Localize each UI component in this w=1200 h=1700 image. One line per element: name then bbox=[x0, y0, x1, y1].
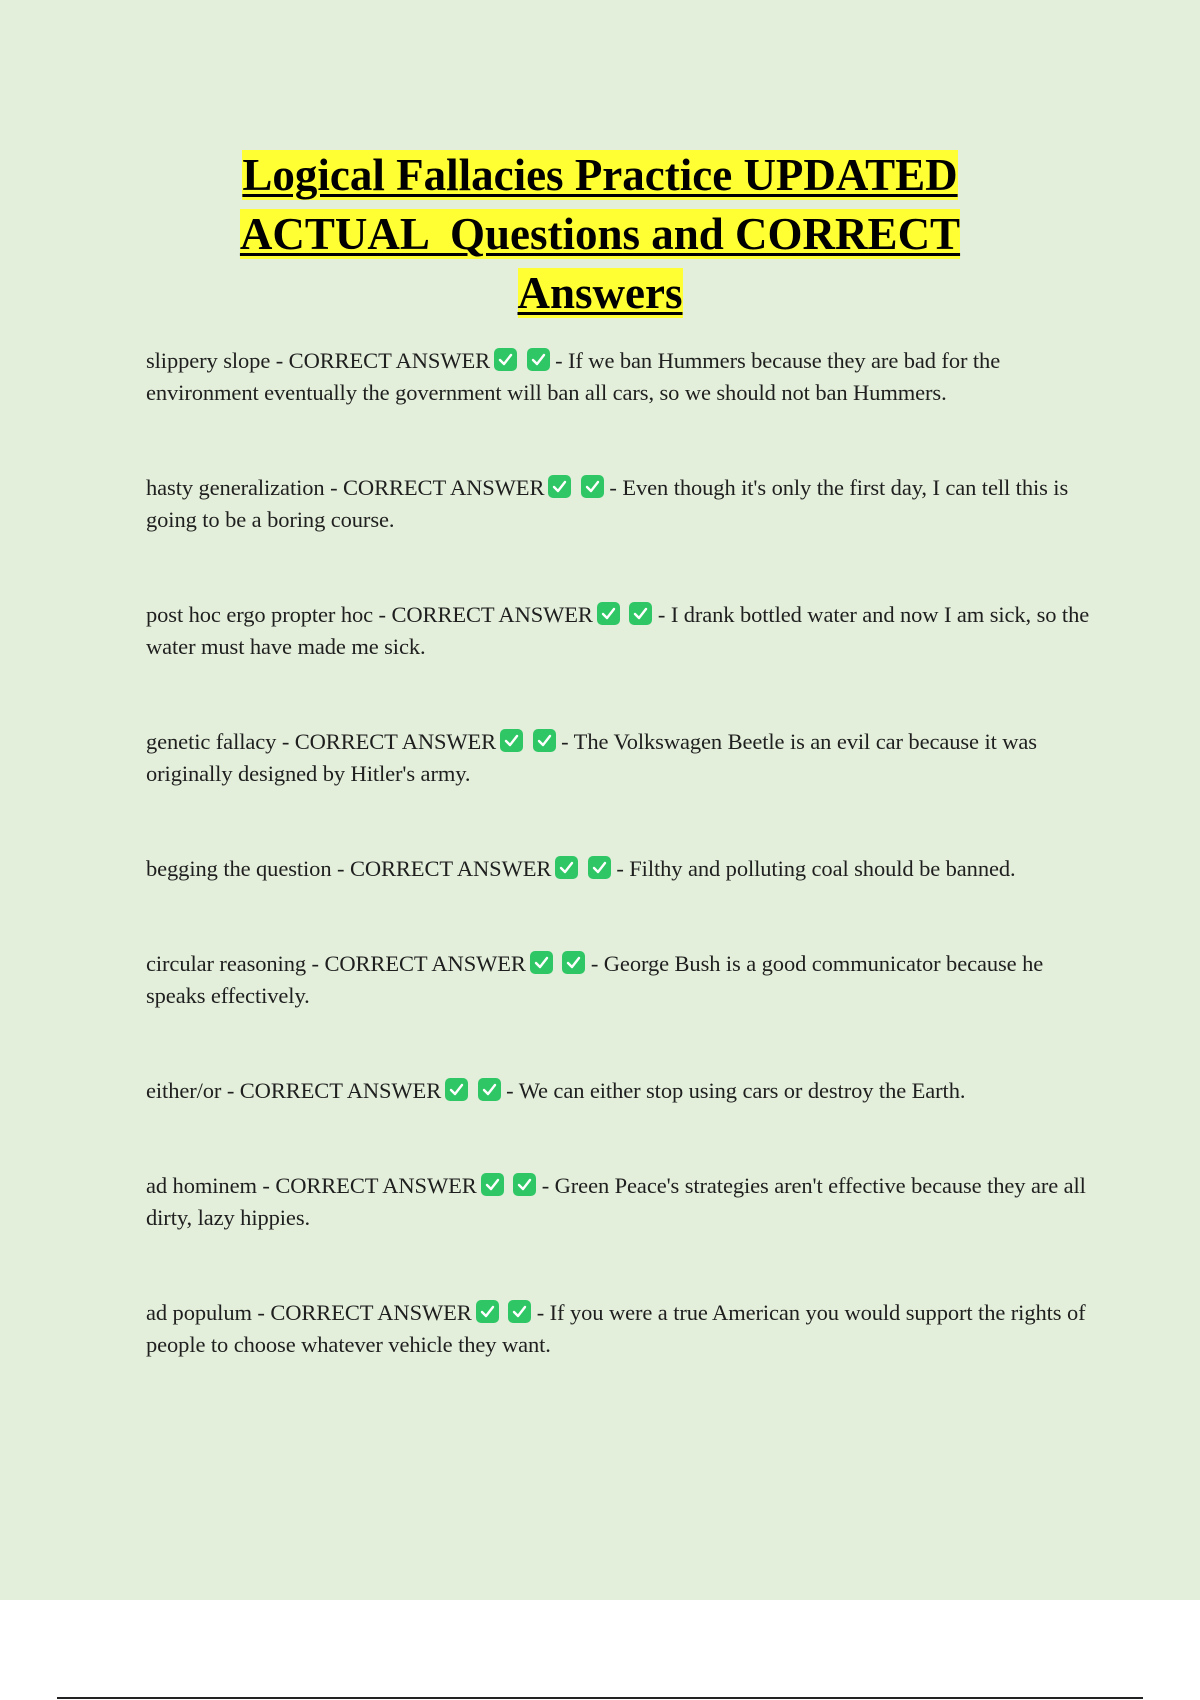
answer-marker: CORRECT ANSWER bbox=[288, 348, 491, 373]
title-line-2: ACTUAL Questions and CORRECT bbox=[239, 209, 961, 259]
list-item: hasty generalization - CORRECT ANSWER - Even though it's only the first day, I can tell this is going to be a boring course. bbox=[146, 475, 1069, 532]
fallacy-term: slippery slope bbox=[146, 348, 271, 373]
footer-divider bbox=[57, 1697, 1143, 1699]
check-mark-icon bbox=[548, 475, 571, 498]
answer-marker: CORRECT ANSWER bbox=[270, 1300, 472, 1325]
check-mark-icon bbox=[500, 729, 523, 752]
list-item: ad hominem - CORRECT ANSWER - Green Peace's strategies aren't effective because they are all dirty, lazy hippies. bbox=[146, 1173, 1086, 1230]
answer-marker: CORRECT ANSWER bbox=[349, 856, 552, 881]
list-item: either/or - CORRECT ANSWER - We can either stop using cars or destroy the Earth. bbox=[146, 1078, 966, 1103]
title-block bbox=[0, 146, 1200, 323]
check-mark-icon bbox=[476, 1300, 499, 1323]
fallacy-example: We can either stop using cars or destroy the Earth. bbox=[518, 1078, 966, 1103]
check-mark-icon bbox=[445, 1078, 468, 1101]
answer-marker: CORRECT ANSWER bbox=[294, 729, 497, 754]
check-mark-icon bbox=[533, 729, 556, 752]
fallacy-term: circular reasoning bbox=[146, 951, 306, 976]
answer-marker: CORRECT ANSWER bbox=[324, 951, 526, 976]
check-mark-icon bbox=[597, 602, 620, 625]
check-mark-icon bbox=[530, 951, 553, 974]
fallacy-example: Green Peace's strategies aren't effective because they are all dirty, lazy hippies. bbox=[146, 1173, 1086, 1230]
fallacy-example: Even though it's only the first day, I can tell this is going to be a boring course. bbox=[146, 475, 1069, 532]
fallacy-term: ad populum bbox=[146, 1300, 252, 1325]
list-item: ad populum - CORRECT ANSWER - If you were a true American you would support the rights of people to choose whatever vehicle they want. bbox=[146, 1300, 1086, 1357]
fallacy-term: either/or bbox=[146, 1078, 222, 1103]
fallacy-example: If we ban Hummers because they are bad for the environment eventually the government will ban all cars, so we should not ban Hummers. bbox=[146, 348, 1001, 405]
check-mark-icon bbox=[527, 348, 550, 371]
answer-marker: CORRECT ANSWER bbox=[391, 602, 593, 627]
title-line-3: Answers bbox=[517, 268, 683, 318]
list-item: post hoc ergo propter hoc - CORRECT ANSWER - I drank bottled water and now I am sick, so the water must have made me sick. bbox=[146, 602, 1090, 659]
fallacy-term: begging the question bbox=[146, 856, 332, 881]
fallacy-example: I drank bottled water and now I am sick, so the water must have made me sick. bbox=[146, 602, 1090, 659]
list-item: slippery slope - CORRECT ANSWER - If we ban Hummers because they are bad for the environment eventually the government will ban all cars, so we should not ban Hummers. bbox=[146, 348, 1001, 405]
fallacy-term: hasty generalization bbox=[146, 475, 325, 500]
check-mark-icon bbox=[581, 475, 604, 498]
check-mark-icon bbox=[478, 1078, 501, 1101]
fallacy-example: If you were a true American you would support the rights of people to choose whatever vehicle they want. bbox=[146, 1300, 1086, 1357]
list-item: begging the question - CORRECT ANSWER - Filthy and polluting coal should be banned. bbox=[146, 856, 1016, 881]
fallacy-term: genetic fallacy bbox=[146, 729, 277, 754]
check-mark-icon bbox=[588, 856, 611, 879]
document-title bbox=[240, 150, 960, 318]
title-line-1: Logical Fallacies Practice UPDATED bbox=[242, 150, 958, 200]
check-mark-icon bbox=[629, 602, 652, 625]
fallacy-example: Filthy and polluting coal should be banned. bbox=[629, 856, 1016, 881]
check-mark-icon bbox=[513, 1173, 536, 1196]
check-mark-icon bbox=[555, 856, 578, 879]
list-item: genetic fallacy - CORRECT ANSWER - The Volkswagen Beetle is an evil car because it was originally designed by Hitler's army. bbox=[146, 729, 1037, 786]
answer-marker: CORRECT ANSWER bbox=[343, 475, 545, 500]
check-mark-icon bbox=[562, 951, 585, 974]
check-mark-icon bbox=[494, 348, 517, 371]
answer-marker: CORRECT ANSWER bbox=[275, 1173, 477, 1198]
check-mark-icon bbox=[508, 1300, 531, 1323]
fallacy-term: ad hominem bbox=[146, 1173, 257, 1198]
fallacy-term: post hoc ergo propter hoc bbox=[146, 602, 374, 627]
check-mark-icon bbox=[481, 1173, 504, 1196]
answer-marker: CORRECT ANSWER bbox=[239, 1078, 442, 1103]
list-item: circular reasoning - CORRECT ANSWER - George Bush is a good communicator because he speaks effectively. bbox=[146, 951, 1044, 1008]
fallacy-example: George Bush is a good communicator because he speaks effectively. bbox=[146, 951, 1044, 1008]
answer-list bbox=[146, 345, 1091, 1424]
fallacy-example: The Volkswagen Beetle is an evil car because it was originally designed by Hitler's army. bbox=[146, 729, 1037, 786]
